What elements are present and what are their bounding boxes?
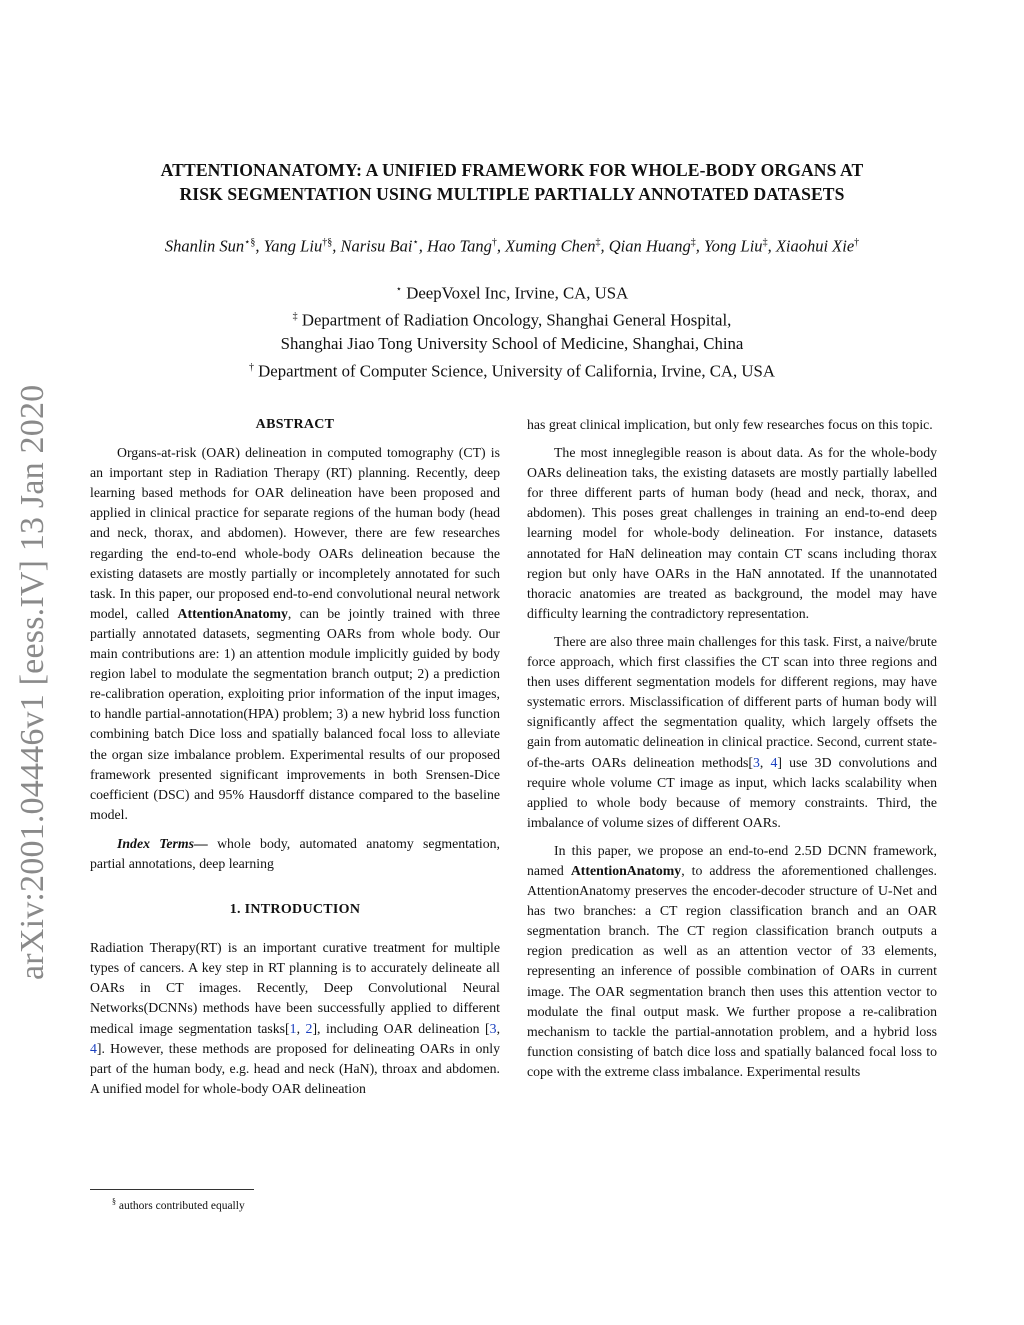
- introduction-heading: 1. INTRODUCTION: [229, 902, 361, 918]
- affiliation-mark: †: [248, 361, 254, 373]
- index-terms-label: Index Terms—: [117, 835, 208, 851]
- affiliation-deepvoxel: [90, 278, 934, 305]
- author-marks: ⋆: [412, 237, 419, 248]
- author-separator: ,: [600, 236, 609, 256]
- affiliation-text: Department of Computer Science, University of California, Irvine, CA, USA: [258, 361, 776, 381]
- author-name: Shanlin Sun: [164, 236, 245, 256]
- citation-link[interactable]: 3: [753, 754, 760, 770]
- paper-title: [90, 158, 934, 206]
- citation-separator: ,: [759, 754, 771, 770]
- right-column: [527, 415, 937, 1082]
- intro-paragraph-2: The most inneglegible reason is about data. As for the whole-body OARs delineation taks, the existing datasets are mostly partially labelled for three different parts of human body (head and neck, thorax, and abdomen). This poses great challenges in training an end-to-end deep learning model for whole-body delineation. For instance, datasets annotated for HaN delineation may contain CT scans including thorax region but only have OARs in the HaN annotated. If the unannotated thoracic anatomies are treated as background, the model may have difficulty learning the contradictory representation.: [527, 445, 937, 621]
- author-separator: ,: [418, 236, 427, 256]
- affiliation-radiation-oncology-line-2: Shanghai Jiao Tong University School of Medicine, Shanghai, China: [280, 334, 744, 354]
- model-name: AttentionAnatomy: [177, 605, 288, 621]
- intro-text: ]. However, these methods are proposed for delineating OARs in only part of the human body, e.g. head and neck (HaN), throax and abdomen. A unified model for whole-body OAR delineation: [90, 1040, 500, 1096]
- footnote: [112, 1194, 245, 1214]
- author-name: Xiaohui Xie: [775, 236, 855, 256]
- citation-link[interactable]: 3: [489, 1020, 497, 1036]
- author-name: Xuming Chen: [505, 236, 596, 256]
- author-name: Yang Liu: [263, 236, 323, 256]
- footnote-text: authors contributed equally: [116, 1199, 245, 1212]
- intro-text: In this paper, we propose an end-to-end 2.5D DCNN framework, named: [527, 842, 937, 878]
- author-name: Qian Huang: [608, 236, 691, 256]
- author-name: Hao Tang: [426, 236, 492, 256]
- intro-text: There are also three main challenges for this task. First, a naive/brute force approach, which first classifies the CT scan into three regions and then uses different segmentation models for different regions, may have systematic errors. Misclassification of different parts of human body will significantly affect the segmentation quality, which largely offsets the gain from automatic delineation in clinical practice. Second, current state-of-the-arts OARs delineation methods[: [527, 633, 937, 770]
- title-line-1: ATTENTIONANATOMY: A UNIFIED FRAMEWORK FOR WHOLE-BODY ORGANS AT: [160, 160, 864, 180]
- affiliation-text: DeepVoxel Inc, Irvine, CA, USA: [406, 283, 629, 303]
- citation-link[interactable]: 4: [770, 754, 778, 770]
- citation-separator: ,: [496, 1020, 501, 1036]
- intro-text: ] use 3D convolutions and require whole volume CT image as input, which lacks scalability when applied to whole body because of memory constraints. Third, the imbalance of volume sizes of different OARs.: [527, 754, 938, 830]
- intro-paragraph-1-continued: has great clinical implication, but only few researches focus on this topic.: [527, 417, 933, 432]
- arxiv-identifier: arXiv:2001.04446v1 [eess.IV] 13 Jan 2020: [14, 384, 51, 980]
- abstract-text: Organs-at-risk (OAR) delineation in computed tomography (CT) is an important step in Radiation Therapy (RT) planning. Recently, deep learning based methods for OAR delineation have been proposed and applied in clinical practice for separate regions of the human body (head and neck, thorax, and abdomen). However, there are few researches regarding the end-to-end whole-body OARs delineation because the existing datasets are mostly partially or incompletely annotated for such task. In this paper, our proposed end-to-end convolutional neural network model, called: [90, 445, 500, 621]
- author-list: [60, 232, 964, 258]
- citation-separator: ,: [296, 1020, 306, 1036]
- affiliations: [90, 278, 934, 383]
- index-terms: [90, 834, 500, 874]
- author-marks: ‡: [762, 237, 768, 248]
- affiliation-text: Department of Radiation Oncology, Shanghai General Hospital,: [301, 310, 732, 330]
- affiliation-radiation-oncology: [90, 305, 934, 332]
- affiliation-mark: ‡: [292, 311, 298, 323]
- author-name: Narisu Bai: [340, 236, 413, 256]
- model-name: AttentionAnatomy: [570, 862, 682, 878]
- abstract-paragraph: [90, 443, 500, 825]
- author-separator: ,: [695, 236, 704, 256]
- author-separator: ,: [496, 236, 506, 256]
- intro-paragraph-3: [527, 632, 937, 833]
- affiliation-computer-science: [90, 356, 934, 383]
- author-marks: †: [854, 237, 860, 248]
- intro-paragraph-4: [527, 841, 937, 1082]
- author-separator: ,: [332, 236, 341, 256]
- author-separator: ,: [767, 236, 776, 256]
- left-column: [90, 415, 500, 1099]
- citation-link[interactable]: 4: [90, 1040, 97, 1056]
- title-line-2: RISK SEGMENTATION USING MULTIPLE PARTIALLY ANNOTATED DATASETS: [179, 184, 845, 204]
- index-terms-text: whole body, automated anatomy segmentation, partial annotations, deep learning: [90, 835, 500, 871]
- abstract-text: , can be jointly trained with three partially annotated datasets, segmenting OARs from whole body. Our main contributions are: 1) an attention module implicitly guided by body region label to modulate the segmentation branch output; 2) a prediction re-calibration operation, exploiting prior information of the input images, to handle partial-annotation(HPA) problem; 3) a new hybrid loss function combining batch Dice loss and spatially balanced focal loss to alleviate the organ size imbalance problem. Experimental results of our proposed framework presented significant improvements in both Srensen-Dice coefficient (DSC) and 95% Hausdorff distance compared to the baseline model.: [90, 605, 500, 822]
- abstract-heading: ABSTRACT: [255, 417, 335, 432]
- citation-link[interactable]: 1: [289, 1020, 297, 1036]
- author-separator: ,: [255, 236, 264, 256]
- footnote-mark: §: [112, 1197, 116, 1206]
- author-marks: †§: [322, 237, 333, 248]
- citation-link[interactable]: 2: [305, 1020, 313, 1036]
- intro-text: Radiation Therapy(RT) is an important curative treatment for multiple types of cancers. A key step in RT planning is to accurately delineate all OARs in CT images. Recently, Deep Convolutional Neural Networks(DCNNs) methods have been successfully applied to different medical image segmentation tasks[: [90, 940, 500, 1036]
- author-name: Yong Liu: [704, 236, 763, 256]
- intro-text: , to address the aforementioned challenges. AttentionAnatomy preserves the encoder-decoder structure of U-Net and has two branches: a CT region classification branch and an OAR segmentation branch. The CT region classification branch outputs a region predication as well as an attention vector of 33 elements, representing an inference of possible combination of OARs in current image. The OAR segmentation branch then uses this attention vector to modulate the final output mask. We further propose a re-calibration mechanism to tackle the partial-annotation problem, and a hybrid loss function consisting of batch dice loss and spatially balanced focal loss to cope with the extreme class imbalance. Experimental results: [527, 862, 937, 1079]
- author-marks: ‡: [595, 237, 601, 248]
- footnote-divider: [90, 1189, 254, 1190]
- author-marks: ⋆§: [244, 237, 256, 248]
- intro-text: ], including OAR delineation [: [312, 1020, 490, 1036]
- affiliation-mark: ⋆: [395, 284, 403, 295]
- intro-paragraph-1: [90, 938, 500, 1099]
- author-marks: †: [491, 237, 497, 248]
- author-marks: ‡: [690, 237, 696, 248]
